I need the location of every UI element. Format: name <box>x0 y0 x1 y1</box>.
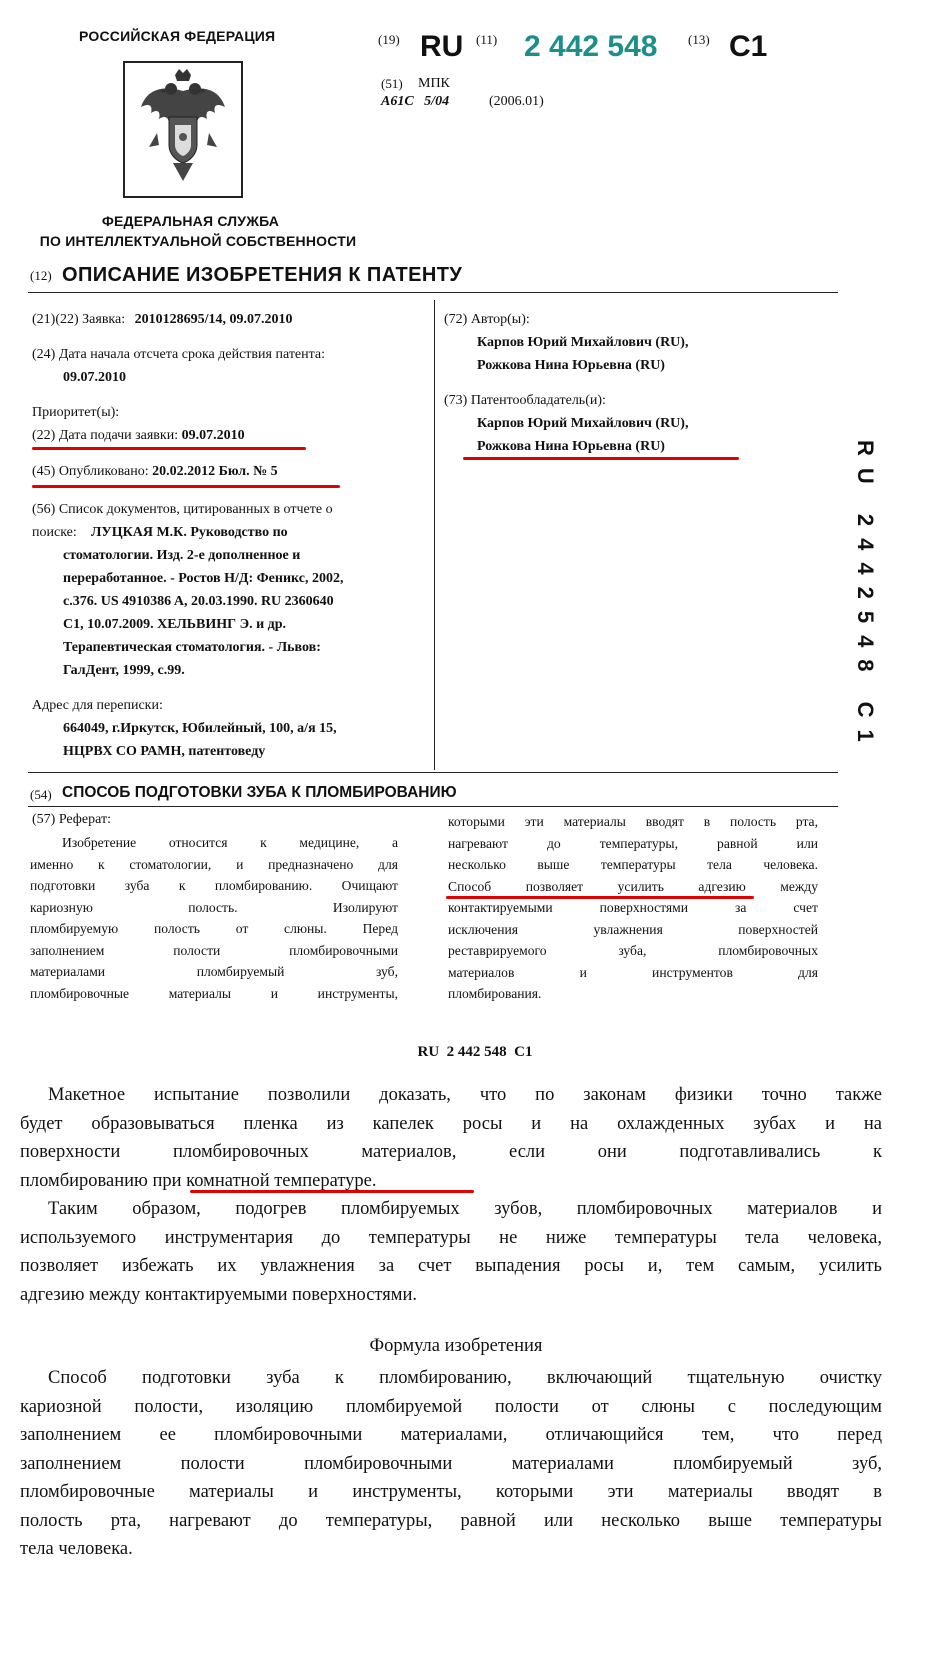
invention-divider <box>28 772 838 773</box>
author-name: Рожкова Нина Юрьевна (RU) <box>477 358 665 373</box>
abstract-line: исключения увлажнения поверхностей <box>448 921 818 937</box>
authors-label: (72) Автор(ы): <box>444 312 530 327</box>
patent-number: 2 442 548 <box>524 30 658 63</box>
side-patent-number: RU 2442548 C1 <box>853 440 878 754</box>
address-label: Адрес для переписки: <box>32 698 163 713</box>
formula-line: заполнением ее пломбировочными материалами, отличающийся тем, что перед <box>20 1425 882 1445</box>
cited-doc-line: переработанное. - Ростов Н/Д: Феникс, 2002, <box>63 571 344 586</box>
formula-line: тела человека. <box>20 1539 133 1559</box>
filing-date-label: (22) Дата подачи заявки: <box>32 428 179 443</box>
cited-docs-label-line1: (56) Список документов, цитированных в отчете о <box>32 502 333 517</box>
country-code-ru: RU <box>420 30 464 63</box>
address-line1: 664049, г.Иркутск, Юбилейный, 100, а/я 15, <box>63 721 337 736</box>
title-divider <box>28 292 838 293</box>
holders-underline <box>463 457 739 460</box>
country-name: РОССИЙСКАЯ ФЕДЕРАЦИЯ <box>79 28 276 44</box>
column-divider <box>434 300 435 770</box>
invention-code: (54) <box>30 787 52 802</box>
page2-header: RU 2 442 548 C1 <box>417 1044 533 1060</box>
paragraph-line: будет образовываться пленка из капелек росы и на охлажденных зубах и на <box>20 1113 882 1134</box>
published-value: 20.02.2012 Бюл. № 5 <box>152 464 278 479</box>
published-underline <box>32 485 340 488</box>
cited-doc-line: C1, 10.07.2009. ХЕЛЬВИНГ Э. и др. <box>63 617 287 632</box>
abstract-line: материалов и инструментов для <box>448 964 818 980</box>
abstract-line: пломбируемую полость от слюны. Перед <box>30 921 398 936</box>
abstract-line: пломбирования. <box>448 986 542 1001</box>
address-line2: НЦРВХ СО РАМН, патентоведу <box>63 744 266 759</box>
paragraph-line: Таким образом, подогрев пломбируемых зубов, пломбировочных материалов и <box>48 1199 882 1219</box>
holder-name: Карпов Юрий Михайлович (RU), <box>477 416 689 431</box>
code-51: (51) <box>381 76 403 91</box>
filing-date-underline <box>32 447 306 450</box>
abstract-line: Изобретение относится к медицине, а <box>62 835 398 850</box>
cited-docs-label-line2: поиске: <box>32 525 77 540</box>
paragraph-line: поверхности пломбировочных материалов, если они подготавливались к <box>20 1142 882 1162</box>
abstract-divider <box>28 806 838 807</box>
author-name: Карпов Юрий Михайлович (RU), <box>477 335 689 350</box>
formula-line: Способ подготовки зуба к пломбированию, включающий тщательную очистку <box>48 1368 882 1388</box>
application-label: (21)(22) Заявка: <box>32 312 126 327</box>
paragraph-line: используемого инструментария до температуры не ниже температуры тела человека, <box>20 1227 882 1248</box>
mpk-label: МПК <box>418 76 450 91</box>
title-code: (12) <box>30 268 52 283</box>
paragraph-line: позволяет избежать их увлажнения за счет выпадения росы и, тем самым, усилить <box>20 1256 882 1276</box>
formula-line: заполнением полости пломбировочными материалами пломбируемый зуб, <box>20 1453 882 1474</box>
cited-doc-line: с.376. US 4910386 A, 20.03.1990. RU 2360640 <box>63 594 334 609</box>
abstract-line: контактируемыми поверхностями за счет <box>448 900 818 915</box>
room-temperature-underline <box>190 1190 474 1193</box>
invention-title: СПОСОБ ПОДГОТОВКИ ЗУБА К ПЛОМБИРОВАНИЮ <box>62 784 457 801</box>
application-value: 2010128695/14, 09.07.2010 <box>134 312 293 327</box>
paragraph-line: пломбированию при комнатной температуре. <box>20 1170 377 1191</box>
formula-line: пломбировочные материалы и инструменты, которыми эти материалы вводят в <box>20 1482 882 1502</box>
abstract-line: нагревают до температуры, равной или <box>448 835 818 851</box>
abstract-right-column <box>448 811 818 1005</box>
cited-doc-line: Терапевтическая стоматология. - Львов: <box>63 640 321 655</box>
document-title: ОПИСАНИЕ ИЗОБРЕТЕНИЯ К ПАТЕНТУ <box>62 264 463 286</box>
abstract-line: кариозную полость. Изолируют <box>30 899 398 915</box>
holder-name: Рожкова Нина Юрьевна (RU) <box>477 439 665 454</box>
formula-line: кариозной полости, изоляцию пломбируемой полости от слюны с последующим <box>20 1396 882 1417</box>
formula-text <box>20 1364 882 1564</box>
filing-date-value: 09.07.2010 <box>181 428 245 443</box>
formula-line: полость рта, нагревают до температуры, равной или несколько выше температуры <box>20 1510 882 1531</box>
code-11: (11) <box>476 32 498 47</box>
abstract-line: именно к стоматологии, и предназначено для <box>30 856 398 872</box>
cited-doc-line: ГалДент, 1999, с.99. <box>63 663 185 678</box>
code-13: (13) <box>688 32 710 47</box>
agency-name-line1: ФЕДЕРАЛЬНАЯ СЛУЖБА <box>101 213 280 229</box>
agency-name-line2: ПО ИНТЕЛЛЕКТУАЛЬНОЙ СОБСТВЕННОСТИ <box>39 233 357 249</box>
mpk-class: A61C 5/04 <box>381 94 450 109</box>
abstract-line: подготовки зуба к пломбированию. Очищают <box>30 878 398 893</box>
paragraph-1 <box>20 1081 882 1195</box>
mpk-year: (2006.01) <box>489 94 544 109</box>
paragraph-line: адгезию между контактируемыми поверхностями. <box>20 1284 417 1305</box>
start-date-value: 09.07.2010 <box>63 370 126 385</box>
cited-doc-line: стоматологии. Изд. 2-е дополненное и <box>63 548 301 563</box>
code-19: (19) <box>378 32 400 47</box>
published-label: (45) Опубликовано: <box>32 464 149 479</box>
formula-title: Формула изобретения <box>369 1336 543 1356</box>
abstract-label: (57) Реферат: <box>32 812 111 827</box>
abstract-line: которыми эти материалы вводят в полость рта, <box>448 814 818 829</box>
abstract-line: материалами пломбируемый зуб, <box>30 964 398 979</box>
paragraph-line: Макетное испытание позволили доказать, что по законам физики точно также <box>48 1085 882 1105</box>
start-date-label: (24) Дата начала отсчета срока действия патента: <box>32 347 326 362</box>
abstract-line: несколько выше температуры тела человека. <box>448 857 818 872</box>
abstract-line: заполнением полости пломбировочными <box>30 942 398 958</box>
priority-label: Приоритет(ы): <box>32 405 120 420</box>
kind-code: C1 <box>729 30 768 63</box>
application-field <box>32 308 293 332</box>
cited-doc-line: ЛУЦКАЯ М.К. Руководство по <box>91 525 288 540</box>
paragraph-2 <box>20 1195 882 1309</box>
coat-of-arms-emblem <box>123 61 243 198</box>
abstract-line: пломбировочные материалы и инструменты, <box>30 985 398 1001</box>
abstract-underline <box>446 896 754 899</box>
abstract-line: реставрируемого зуба, пломбировочных <box>448 943 818 958</box>
published-field <box>32 460 278 484</box>
holders-label: (73) Патентообладатель(и): <box>444 393 606 408</box>
abstract-line: Способ позволяет усилить адгезию между <box>448 878 818 894</box>
abstract-left-column <box>30 832 398 1004</box>
filing-date-field <box>32 424 245 448</box>
